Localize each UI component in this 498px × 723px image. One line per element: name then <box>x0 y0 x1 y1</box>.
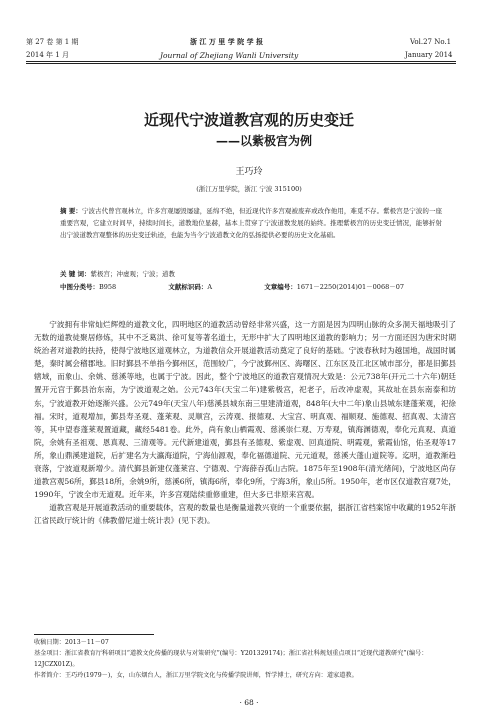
author-bio: 作者简介：王巧玲(1979－)，女，山东烟台人，浙江万里学院文化与传播学院讲师，哲学博士，研究方向：道家道教。 <box>34 672 358 679</box>
footnotes <box>34 637 456 681</box>
abstract-label: 摘 要： <box>60 207 82 215</box>
clc-value: B958 <box>99 283 117 291</box>
author-name: 王巧玲 <box>235 167 263 177</box>
volume-issue: 第 27 卷 第 1 期 <box>26 38 79 46</box>
author-affiliation: (浙江万里学院，浙江 宁波 315100) <box>196 185 302 193</box>
clc-label: 中图分类号： <box>60 283 99 291</box>
body-paragraph-1: 宁波拥有非常灿烂辉煌的道教文化，四明地区的道教活动曾经非常兴盛，这一方面是因为四明山脉的众多洞天福地吸引了无数的道教徒聚居修炼，其中不乏葛洪、徐可复等著名道士，无形中扩大了四明地区道教的影响力；另一方面还因为唐宋时期统治者对道教的扶持，使得宁波地区道观林立，为道教信众开展道教活动奠定了良好的基础。宁波春秋时为越国地，战国时属楚，秦时属会稽郡地。旧时鄞县不单指今鄞州区，范围较广，今宁波鄞州区、海曙区、江东区及江北区城市部分，都是旧鄞县辖域，而象山、余姚、慈溪等地，也属于宁波。因此，整个宁波地区的道教宫观情况大致是：公元738年(开元二十六年)朝廷置开元宫于鄞县治东南，为宁波道观之始。公元743年(天宝二年)建紫极宫，祀老子，后改冲虚观，其故址在县东南泰和坊东，宁波道教开始逐渐兴盛。公元749年(天宝八年)慈溪县城东南三里建清道观，848年(大中二年)象山县城东建蓬莱观，祀徐福。宋时，道观增加，鄞县寿圣观、蓬莱观、灵顺宫，云涛观、报德观、大宝宫、明真观、福顺观、施德观、招真观、太清宫等，其中望春蓬莱观置道藏，藏经5481卷。此外，尚有象山栖霞观、慈溪崇仁观、万寿观，镇海渊德观，奉化元真观、真道院，余姚有圣祖观、恩真观、三清观等。元代新建道观，鄞县有圣德观、紫虚观、回真道院、明霞观，紫霞仙馆，佑圣观等17所，象山鼎溪建道院，后扩建名为大瀛海道院，宁海仙源观，奉化福德道院、元元道观，慈溪大蓬山道院等。迄明，道教渐趋衰落，宁波道观新增少。清代鄞县新建仅蓬莱宫、宁德观、宁海薛吞孤山古院。1875年至1908年(清光绪间)，宁波地区尚存道教宫观56所，鄞县18所，余姚9所，慈溪6所，镇海6所，奉化9所，宁海3所，象山5所。1950年，老市区仅道教宫观7处，1990年，宁波全市无道观。近年来，许多宫观陆续重修重建，但大多已非原来宫观。 <box>34 320 456 500</box>
date-en: January 2014 <box>405 51 453 59</box>
header-rule <box>26 61 456 62</box>
volume-en: Vol.27 No.1 <box>410 38 452 46</box>
body-paragraph-2: 道教宫观是开展道教活动的重要载体，宫观的数量也是衡量道教兴衰的一个重要依据，据浙江省档案馆中收藏的1952年浙江省民政厅统计的《佛教僧尼道士统计表》(见下表)。 <box>34 503 456 526</box>
footnote-rule <box>34 634 154 635</box>
article-no-value: 1671－2250(2014)01－0068－07 <box>296 283 404 291</box>
keywords-label: 关 键 词： <box>60 270 91 278</box>
header-rule-thin <box>26 63 456 64</box>
abstract <box>60 205 442 241</box>
page-number: · 68 · <box>239 698 259 707</box>
doc-code-value: A <box>207 283 213 291</box>
keywords <box>60 268 442 280</box>
received-date: 收稿日期：2013－11－07 <box>34 639 109 646</box>
journal-name-en: Journal of Zhejiang Wanli University <box>160 51 299 60</box>
abstract-text: 宁波古代曾宫观林立，许多宫观屡毁屡建，延绵不绝，但近现代许多宫观被废弃或改作他用，难觅不存。紫极宫是宁波的一座重要宫观，它建立时间早，持续时间长，道教地位显赫，基本上贯穿了宁波道教发展的始终。推理紫极宫的历史变迁情况，能够折射出宁波道教宫观整体的历史变迁轨迹，也能为当今宁波道教文化的弘扬提供必要的历史文化基础。 <box>60 207 442 239</box>
article-title: 近现代宁波道教宫观的历史变迁 <box>143 111 354 129</box>
classification-line <box>60 281 442 293</box>
keywords-text: 紫极宫；冲虚观；宁波；道教 <box>90 270 176 278</box>
journal-name-cn: 浙 江 万 里 学 院 学 报 <box>190 38 264 46</box>
body-text <box>34 318 456 528</box>
article-no-label: 文章编号： <box>264 283 297 291</box>
article-subtitle: ——以紫极宫为例 <box>215 134 312 148</box>
fund-info: 基金项目：浙江省教育厅科研项目“道教文化传播的现状与对策研究”(编号：Y201329174)；浙江省社科规划重点项目“近现代道教研究”(编号：12JCZX01Z)。 <box>34 650 428 668</box>
issue-date: 2014 年 1 月 <box>26 51 69 59</box>
doc-code-label: 文献标识码： <box>168 283 208 291</box>
